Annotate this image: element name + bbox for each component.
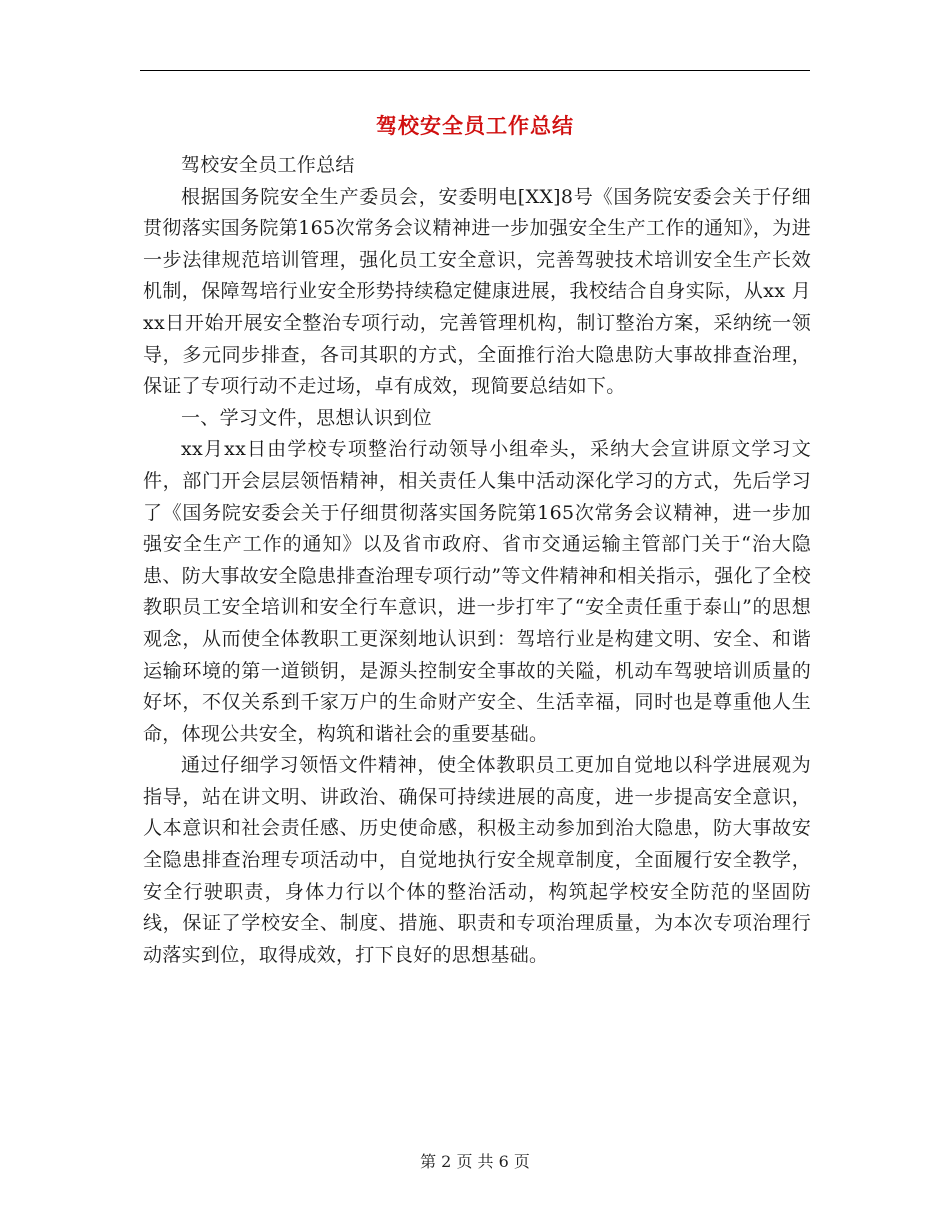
- document-title: 驾校安全员工作总结: [376, 113, 574, 138]
- paragraph-outcome: 通过仔细学习领悟文件精神，使全体教职员工更加自觉地以科学进展观为指导，站在讲文明、讲政治、确保可持续进展的高度，进一步提高安全意识，人本意识和社会责任感、历史使命感，积极主动参加到治大隐患，防大事故安全隐患排查治理专项活动中，自觉地执行安全规章制度，全面履行安全教学，安全行驶职责，身体力行以个体的整治活动，构筑起学校安全防范的坚固防线，保证了学校安全、制度、措施、职责和专项治理质量，为本次专项治理行动落实到位，取得成效，打下良好的思想基础。: [143, 754, 811, 966]
- section-heading-1: 一、学习文件，思想认识到位: [181, 406, 432, 429]
- page-number: 第 2 页 共 6 页: [420, 1152, 530, 1171]
- header-rule: [140, 70, 810, 71]
- paragraph-subtitle: 驾校安全员工作总结: [181, 154, 355, 176]
- paragraph-study: xx月xx日由学校专项整治行动领导小组牵头，采纳大会宣讲原文学习文件，部门开会层层领悟精神，相关责任人集中活动深化学习的方式，先后学习了《国务院安委会关于仔细贯彻落实国务院第165次常务会议精神，进一步加强安全生产工作的通知》以及省市政府、省市交通运输主管部门关于“治大隐患、防大事故安全隐患排查治理专项行动”等文件精神和相关指示，强化了全校教职员工安全培训和安全行车意识，进一步打牢了“安全责任重于泰山”的思想观念，从而使全体教职工更深刻地认识到：驾培行业是构建文明、安全、和谐运输环境的第一道锁钥，是源头控制安全事故的关隘，机动车驾驶培训质量的好坏，不仅关系到千家万户的生命财产安全、生活幸福，同时也是尊重他人生命，体现公共安全，构筑和谐社会的重要基础。: [143, 438, 811, 745]
- document-body: [143, 150, 811, 971]
- paragraph-intro: 根据国务院安全生产委员会，安委明电[XX]8号《国务院安委会关于仔细贯彻落实国务院第165次常务会议精神进一步加强安全生产工作的通知》，为进一步法律规范培训管理，强化员工安全意识，完善驾驶技术培训安全生产长效机制，保障驾培行业安全形势持续稳定健康进展，我校结合自身实际，从xx 月xx日开始开展安全整治专项行动，完善管理机构，制订整治方案，采纳统一领导，多元同步排查，各司其职的方式，全面推行治大隐患防大事故排查治理，保证了专项行动不走过场，卓有成效，现简要总结如下。: [143, 185, 811, 398]
